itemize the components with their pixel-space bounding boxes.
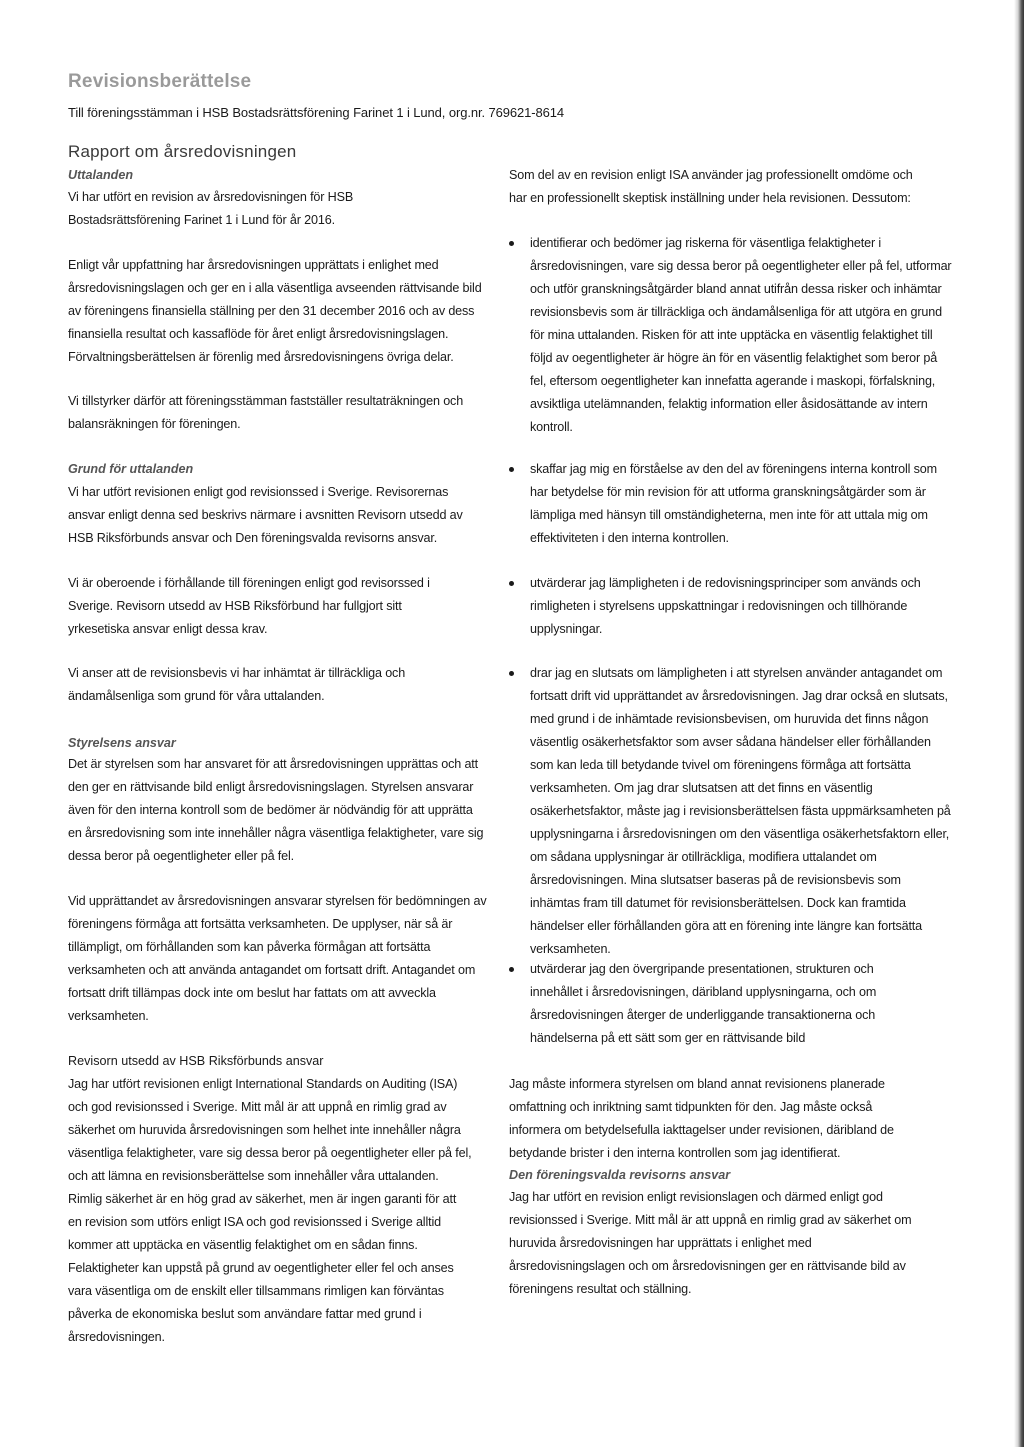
- paragraph-basis: Vi har utfört revisionen enligt god revisionssed i Sverige. Revisorernas ansvar enligt denna sed beskrivs närmare i avsnitten Revisorn utsedd av HSB Riksförbunds ansvar och Den föreningsvalda revisorns ansvar.: [68, 485, 463, 545]
- paragraph-auditor-responsibility: Jag har utfört revisionen enligt International Standards on Auditing (ISA) och god revisionssed i Sverige. Mitt mål är att uppnå en rimlig grad av säkerhet om huruvida årsredovisningen som helhet inte innehåller några väsentliga felaktigheter, vare sig dessa beror på oegentligheter eller på fel, och att lämna en revisionsberättelse som innehåller våra uttalanden. Rimlig säkerhet är en hög grad av säkerhet, men är ingen garanti för att en revision som utförs enligt ISA och god revisionssed i Sverige alltid kommer att upptäcka en väsentlig felaktighet om en sådan finns. Felaktigheter kan uppstå på grund av oegentligheter eller fel och anses vara väsentliga om de enskilt eller tillsammans rimligen kan förväntas påverka de ekonomiska beslut som användare fattar med grund i årsredovisningen.: [68, 1077, 472, 1344]
- bullet-going-concern: drar jag en slutsats om lämpligheten i att styrelsen använder antagandet om fortsatt drift vid upprättandet av årsredovisningen. Jag drar också en slutsats, med grund i de inhämtade revisionsbevisen, om huruvida det finns någon väsentlig osäkerhetsfaktor som avser sådana händelser eller förhållanden som kan leda till betydande tvivel om föreningens förmåga att fortsätta verksamheten. Om jag drar slutsatsen att det finns en väsentlig osäkerhetsfaktor, måste jag i revisionsberättelsen fästa uppmärksamheten på upplysningarna i årsredovisningen om den väsentliga osäkerhetsfaktorn eller, om sådana upplysningar är otillräckliga, modifiera uttalandet om årsredovisningen. Mina slutsatser baseras på de revisionsbevis som inhämtas fram till datumet för revisionsberättelsen. Dock kan framtida händelser eller förhållanden göra att en förening inte längre kan fortsätta verksamheten.: [509, 662, 954, 937]
- grund-heading: Grund för uttalanden: [68, 462, 194, 476]
- bullet-dot-icon: [509, 467, 514, 472]
- paragraph-recommendation: Vi tillstyrker därför att föreningsstämman fastställer resultaträkningen och balansräkningen för föreningen.: [68, 394, 464, 431]
- paragraph-going-concern: Vid upprättandet av årsredovisningen ansvarar styrelsen för bedömningen av föreningens förmåga att fortsätta verksamheten. De upplyser, när så är tillämpligt, om förhållanden som kan påverka förmågan att fortsätta verksamheten och att använda antagandet om fortsatt drift. Antagandet om fortsatt drift tillämpas dock inte om beslut har fattats om att avveckla verksamheten.: [68, 894, 487, 1023]
- bullet-internal-control: skaffar jag mig en förståelse av den del av föreningens interna kontroll som har betydelse för min revision för att utforma granskningsåtgärder som är lämpliga med hänsyn till omständigheterna, men inte för att uttala mig om effektiviteten i den interna kontrollen.: [509, 458, 954, 550]
- paragraph-opinion: Enligt vår uppfattning har årsredovisningen upprättats i enlighet med årsredovisningslagen och ger en i alla väsentliga avseenden rättvisande bild av föreningens finansiella ställning per den 31 december 2016 och av dess finansiella resultat och kassaflöde för året enligt årsredovisningslagen. Förvaltningsberättelsen är förenlig med årsredovisningens övriga delar.: [68, 258, 482, 364]
- paragraph-independence: Vi är oberoende i förhållande till föreningen enligt god revisorssed i Sverige. Revisorn utsedd av HSB Riksförbund har fullgjort sitt yrkesetiska ansvar enligt dessa krav.: [68, 576, 430, 636]
- bullet-presentation: utvärderar jag den övergripande presentationen, strukturen och innehållet i årsredovisningen, däribland upplysningarna, och om årsredovisningen återger de underliggande transaktionerna och händelserna på ett sätt som ger en rättvisande bild: [509, 958, 954, 1050]
- bullet-dot-icon: [509, 967, 514, 972]
- styrelsens-heading: Styrelsens ansvar: [68, 736, 176, 750]
- paragraph-revision-scope: Vi har utfört en revision av årsredovisningen för HSB Bostadsrättsförening Farinet 1 i Lund för år 2016.: [68, 190, 354, 227]
- section-title: Rapport om årsredovisningen: [68, 142, 297, 161]
- recipient-line: Till föreningsstämman i HSB Bostadsrättsförening Farinet 1 i Lund, org.nr. 769621-8614: [68, 105, 565, 120]
- scan-edge-shadow: [1014, 0, 1024, 1447]
- document-title: Revisionsberättelse: [68, 71, 252, 92]
- uttalanden-heading: Uttalanden: [68, 168, 134, 182]
- bullet-dot-icon: [509, 671, 514, 676]
- paragraph-evidence: Vi anser att de revisionsbevis vi har inhämtat är tillräckliga och ändamålsenliga som grund för våra uttalanden.: [68, 666, 406, 703]
- paragraph-elected-auditor: Jag har utfört en revision enligt revisionslagen och därmed enligt god revisionssed i Sverige. Mitt mål är att uppnå en rimlig grad av säkerhet om huruvida årsredovisningen har upprättats i enlighet med årsredovisningslagen och om årsredovisningen ger en rättvisande bild av föreningens resultat och ställning.: [509, 1190, 912, 1296]
- paragraph-board-responsibility: Det är styrelsen som har ansvaret för att årsredovisningen upprättas och att den ger en rättvisande bild enligt årsredovisningslagen. Styrelsen ansvarar även för den interna kontroll som de bedömer är nödvändig för att upprätta en årsredovisning som inte innehåller några väsentliga felaktigheter, vare sig dessa beror på oegentligheter eller på fel.: [68, 757, 484, 863]
- bullet-dot-icon: [509, 241, 514, 246]
- bullet-accounting-principles: utvärderar jag lämpligheten i de redovisningsprinciper som används och rimligheten i styrelsens uppskattningar i redovisningen och tillhörande upplysningar.: [509, 572, 954, 642]
- foreningsvalda-heading: Den föreningsvalda revisorns ansvar: [509, 1168, 731, 1182]
- bullet-dot-icon: [509, 581, 514, 586]
- bullet-identify-risks: identifierar och bedömer jag riskerna för väsentliga felaktigheter i årsredovisningen, vare sig dessa beror på oegentligheter eller på fel, utformar och utför granskningsåtgärder bland annat utifrån dessa risker och inhämtar revisionsbevis som är tillräckliga och ändamålsenliga för att utgöra en grund för mina uttalanden. Risken för att inte upptäcka en väsentlig felaktighet till följd av oegentligheter är högre än för en väsentlig felaktighet som beror på fel, eftersom oegentligheter kan innefatta agerande i maskopi, förfalskning, avsiktliga utelämnanden, felaktig information eller åsidosättande av intern kontroll.: [509, 232, 954, 437]
- paragraph-isa-intro: Som del av en revision enligt ISA använder jag professionellt omdöme och har en professionellt skeptisk inställning under hela revisionen. Dessutom:: [509, 168, 913, 205]
- revisorn-heading: Revisorn utsedd av HSB Riksförbunds ansvar: [68, 1054, 324, 1068]
- paragraph-inform-board: Jag måste informera styrelsen om bland annat revisionens planerade omfattning och inriktning samt tidpunkten för den. Jag måste också informera om betydelsefulla iakttagelser under revisionen, däribland de betydande brister i den interna kontrollen som jag identifierat.: [509, 1077, 894, 1160]
